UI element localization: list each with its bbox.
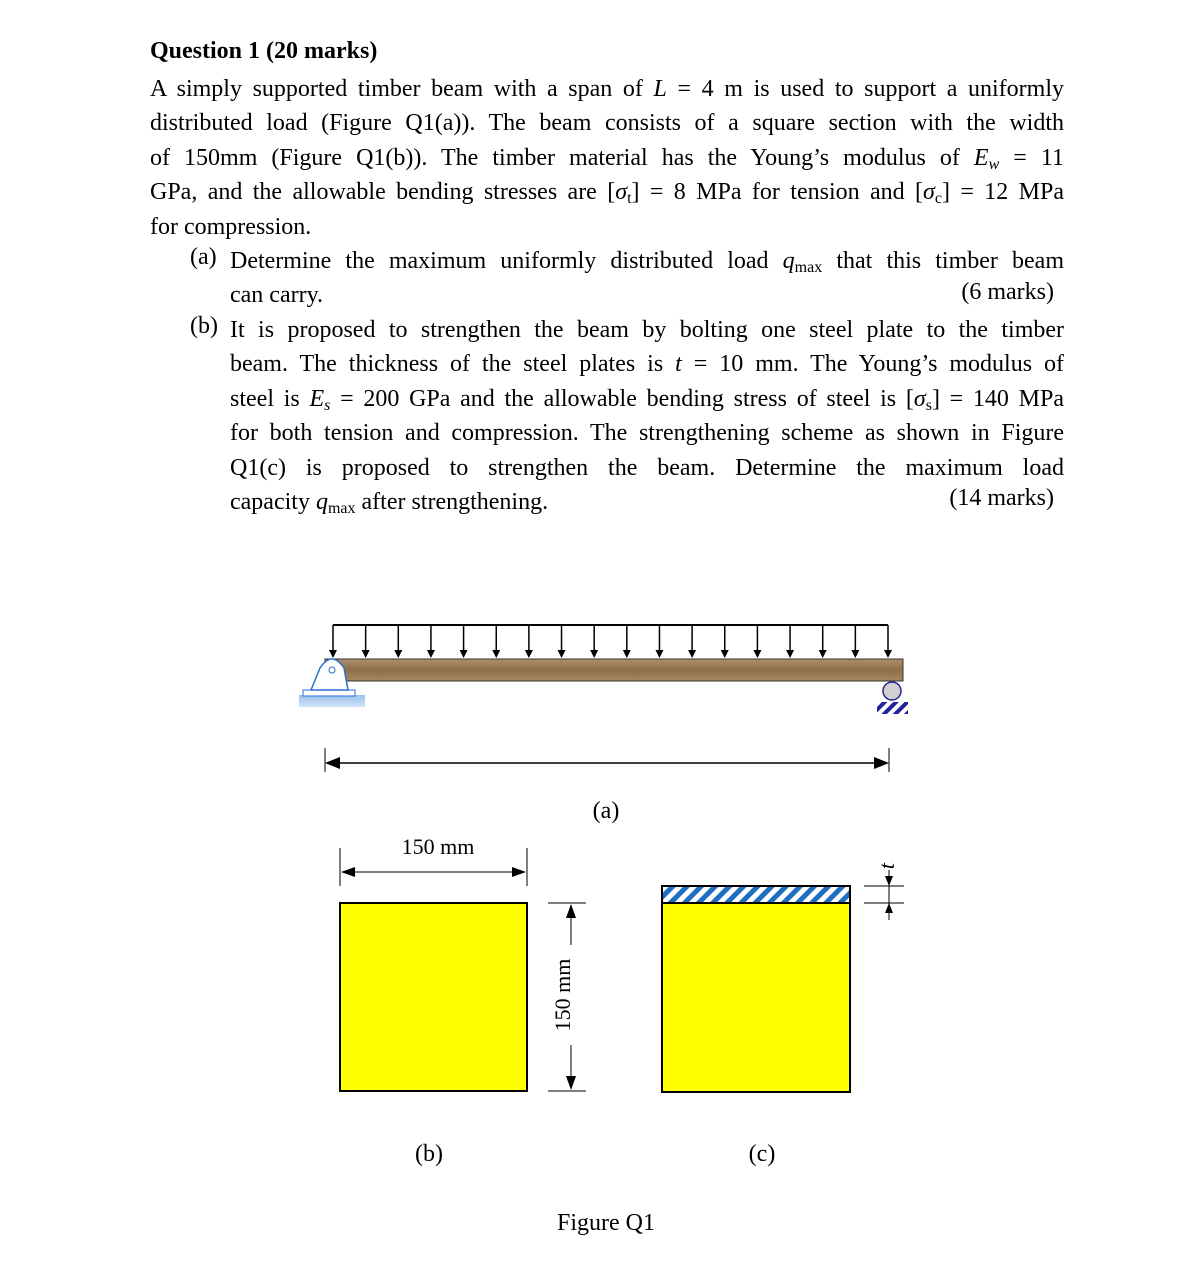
- load-arrowhead: [492, 650, 500, 658]
- load-arrowhead: [851, 650, 859, 658]
- load-arrowhead: [786, 650, 794, 658]
- text-segment: Determine the maximum uniformly distributed load: [230, 248, 783, 274]
- text-segment: E: [309, 385, 325, 412]
- text-segment: L: [653, 76, 667, 102]
- text-segment: can carry.: [230, 282, 324, 309]
- text-segment: ] = 12 MPa: [941, 179, 1065, 206]
- text-segment: = 11: [999, 144, 1064, 171]
- text-segment: σ: [913, 385, 926, 412]
- load-arrowhead: [884, 650, 892, 658]
- text-segment: max: [327, 499, 356, 517]
- steel-plate: [662, 886, 850, 903]
- part-b-marks: (14 marks): [949, 485, 1054, 511]
- text-segment: that this timber beam: [822, 248, 1064, 274]
- text-segment: max: [794, 259, 823, 276]
- text-segment: ] = 8 MPa for tension and [: [631, 179, 924, 206]
- text-segment: GPa, and the allowable bending stresses are [: [150, 179, 616, 206]
- text-segment: w: [988, 155, 1000, 173]
- text-segment: A simply supported timber beam with a span of: [150, 76, 654, 102]
- load-arrowhead: [329, 650, 337, 658]
- text-segment: for both tension and compression. The strengthening scheme as shown in Figure: [230, 420, 1064, 447]
- part-b-label: (b): [190, 313, 218, 339]
- figure-label-c: (c): [748, 1141, 776, 1167]
- text-segment: q: [782, 248, 795, 274]
- text-segment: for compression.: [150, 213, 312, 240]
- thickness-dimension: [864, 870, 904, 920]
- text-segment: = 10 mm. The Young’s modulus of: [681, 351, 1065, 378]
- text-segment: after strengthening.: [355, 488, 549, 515]
- load-arrowhead: [394, 650, 402, 658]
- text-segment: It is proposed to strengthen the beam by bolting one steel plate to the timber: [230, 317, 1064, 343]
- text-segment: = 200 GPa and the allowable bending stress of steel is [: [330, 385, 914, 412]
- text-segment: Q1(c) is proposed to strengthen the beam. Determine the maximum load: [230, 454, 1064, 481]
- part-a-label: (a): [190, 244, 217, 270]
- span-dimension: [325, 748, 889, 772]
- text-segment: t: [675, 351, 682, 378]
- load-arrowhead: [427, 650, 435, 658]
- text-segment: q: [315, 488, 328, 515]
- thickness-label: t: [874, 862, 899, 870]
- text-segment: σ: [923, 179, 935, 206]
- text-segment: beam. The thickness of the steel plates is: [230, 351, 676, 378]
- text-segment: capacity: [230, 488, 316, 515]
- figure-label-b: (b): [415, 1141, 443, 1167]
- load-arrowhead: [688, 650, 696, 658]
- text-segment: E: [973, 144, 989, 171]
- load-arrowhead: [655, 650, 663, 658]
- load-arrowhead: [623, 650, 631, 658]
- load-arrowhead: [525, 650, 533, 658]
- timber-section-b: [340, 903, 527, 1091]
- timber-section-c: [662, 903, 850, 1092]
- text-segment: = 4 m is used to support a uniformly: [666, 76, 1064, 102]
- text-segment: s: [925, 396, 932, 414]
- text-segment: σ: [615, 179, 628, 206]
- text-segment: t: [627, 190, 632, 208]
- load-arrowhead: [460, 650, 468, 658]
- question-heading: Question 1 (20 marks): [150, 38, 378, 64]
- figure-caption: Figure Q1: [557, 1210, 655, 1236]
- text-segment: of 150mm (Figure Q1(b)). The timber material has the Young’s modulus of: [150, 144, 974, 171]
- width-dimension-label: 150 mm: [401, 834, 475, 859]
- load-arrowhead: [721, 650, 729, 658]
- load-arrowhead: [753, 650, 761, 658]
- roller-support-icon: [877, 682, 908, 714]
- text-segment: steel is: [230, 385, 310, 412]
- text-segment: s: [324, 396, 331, 414]
- load-arrowhead: [558, 650, 566, 658]
- text-segment: ] = 140 MPa: [931, 385, 1064, 412]
- text-segment: c: [934, 190, 942, 208]
- timber-beam: [325, 659, 903, 681]
- distributed-load: [329, 625, 892, 658]
- figure-label-a: (a): [592, 798, 620, 824]
- load-arrowhead: [362, 650, 370, 658]
- load-arrowhead: [819, 650, 827, 658]
- part-a-marks: (6 marks): [961, 279, 1054, 305]
- height-dimension-label: 150 mm: [550, 958, 575, 1032]
- text-segment: distributed load (Figure Q1(a)). The beam consists of a square section with the width: [150, 110, 1064, 137]
- load-arrowhead: [590, 650, 598, 658]
